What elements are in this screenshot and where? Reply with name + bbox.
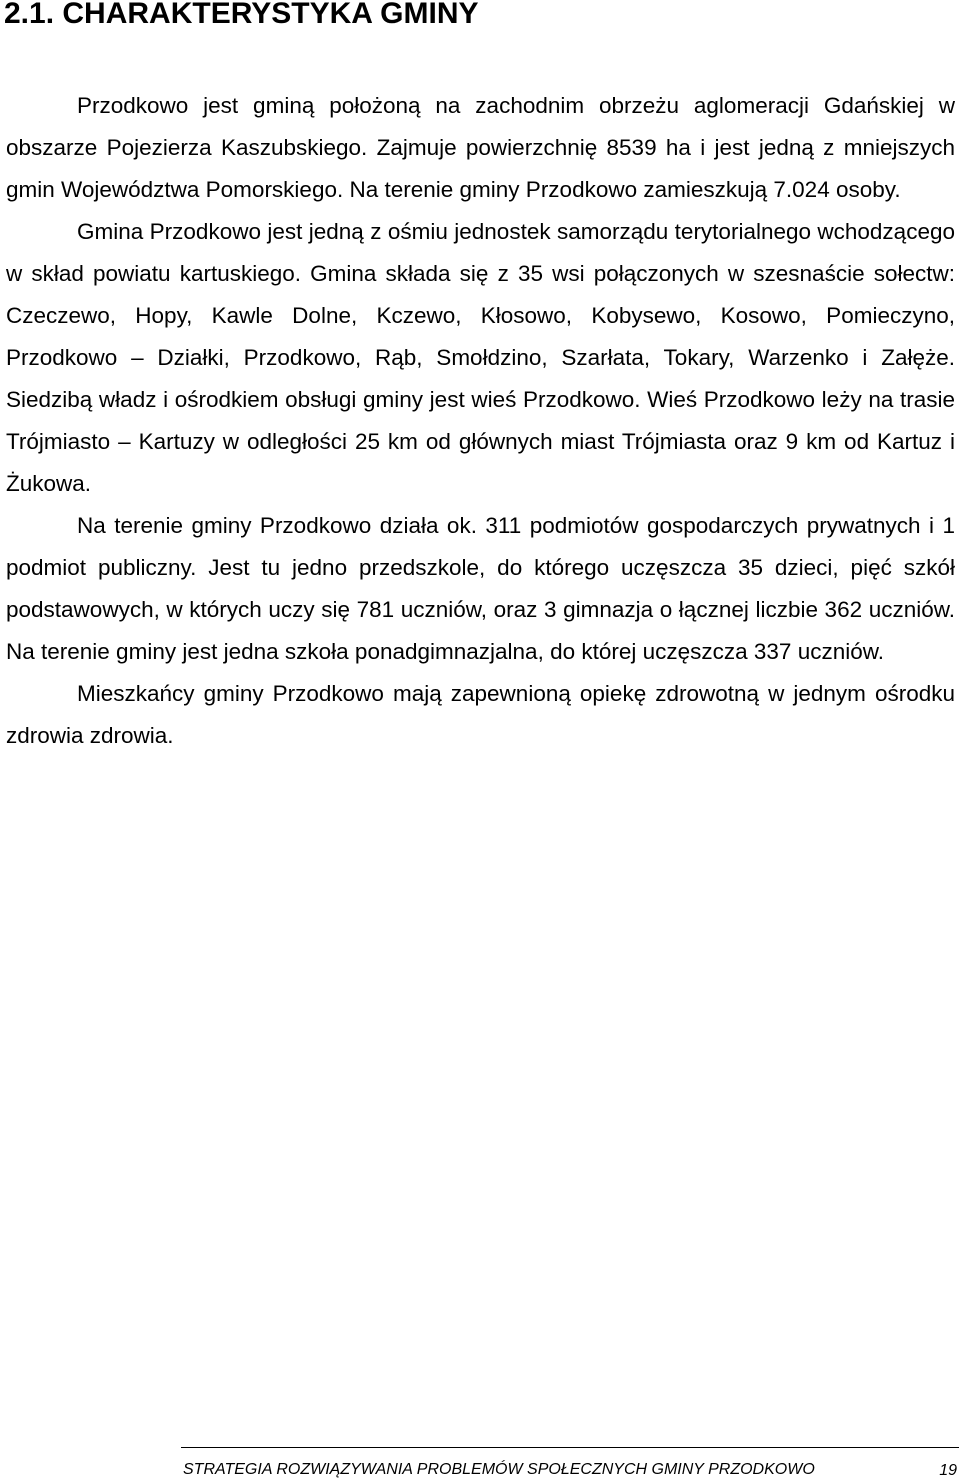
paragraph-administration: Gmina Przodkowo jest jedną z ośmiu jednostek samorządu terytorialnego wchodzącego w skład powiatu kartuskiego. Gmina składa się z 35 wsi połączonych w szesnaście sołectw: Czeczewo, Hopy, Kawle Dolne, Kczewo, Kłosowo, Kobysewo, Kosowo, Pomieczyno, Przodkowo – Działki, Przodkowo, Rąb, Smołdzino, Szarłata, Tokary, Warzenko i Załęże. Siedzibą władz i ośrodkiem obsługi gminy jest wieś Przodkowo. Wieś Przodkowo leży na trasie Trójmiasto – Kartuzy w odległości 25 km od głównych miast Trójmiasta oraz 9 km od Kartuz i Żukowa.: [6, 219, 955, 496]
page-number: 19: [939, 1462, 957, 1479]
paragraph-economy-education: Na terenie gminy Przodkowo działa ok. 311 podmiotów gospodarczych prywatnych i 1 podmiot publiczny. Jest tu jedno przedszkole, do którego uczęszcza 35 dzieci, pięć szkół podstawowych, w których uczy się 781 uczniów, oraz 3 gimnazja o łącznej liczbie 362 uczniów. Na terenie gminy jest jedna szkoła ponadgimnazjalna, do której uczęszcza 337 uczniów.: [6, 513, 955, 664]
footer-title: STRATEGIA ROZWIĄZYWANIA PROBLEMÓW SPOŁECZNYCH GMINY PRZODKOWO: [183, 1461, 815, 1478]
footer-divider: [181, 1447, 959, 1448]
paragraph-location: Przodkowo jest gminą położoną na zachodnim obrzeżu aglomeracji Gdańskiej w obszarze Pojezierza Kaszubskiego. Zajmuje powierzchnię 8539 ha i jest jedną z mniejszych gmin Województwa Pomorskiego. Na terenie gminy Przodkowo zamieszkują 7.024 osoby.: [6, 93, 955, 202]
document-body: [6, 85, 955, 757]
section-heading: 2.1. CHARAKTERYSTYKA GMINY: [4, 0, 479, 30]
paragraph-healthcare: Mieszkańcy gminy Przodkowo mają zapewnioną opiekę zdrowotną w jednym ośrodku zdrowia zdrowia.: [6, 681, 955, 748]
